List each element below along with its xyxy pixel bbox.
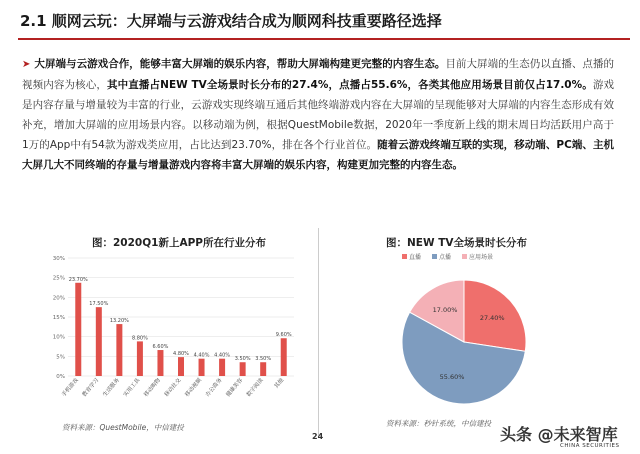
bar bbox=[281, 338, 287, 376]
y-tick-label: 20% bbox=[52, 295, 65, 302]
bar bbox=[96, 307, 102, 376]
legend-label: 应用场景 bbox=[469, 254, 494, 261]
bar bbox=[260, 362, 266, 376]
bar-value-label: 8.80% bbox=[131, 335, 148, 342]
pie-value-label: 27.40% bbox=[479, 313, 505, 322]
x-tick-label: 实用工具 bbox=[122, 377, 142, 399]
body-bold-1: 大屏端与云游戏合作，能够丰富大屏端的娱乐内容，帮助大屏端构建更完整的内容生态。 bbox=[34, 58, 446, 70]
x-tick-label: 生活服务 bbox=[102, 377, 121, 399]
body-bold-5: 随着云游戏终端互联的实现，移动端、PC端、主机大屏几大不同终端的存量与增量游戏内容将丰富大屏端的娱乐内容，构建更加完整的内容生态。 bbox=[22, 139, 614, 171]
bar bbox=[178, 357, 184, 376]
bar bbox=[219, 359, 225, 376]
figure2-source: 资料来源：秒针系统，中信建投 bbox=[386, 419, 491, 428]
body-text-4: 游戏是内容存量与增量较为丰富的行业，云游戏实现终端互通后其他终端游戏内容在大屏端的呈现能够对大屏端的内容生态形成有效补充，增加大屏端的应用场景内容。以移动端为例，根据QuestMobile数据，2020年一季度新上线的期末周日均活跃用户高于1万的App中有54款为游戏类应用，占比达到23.70%，排在各个行业首位。 bbox=[22, 79, 615, 151]
pie-value-label: 17.00% bbox=[432, 305, 458, 314]
body-bold-3: 其中直播占NEW TV全场景时长分布的27.4%，点播占55.6%，各类其他应用场景目前仅占17.0%。 bbox=[107, 79, 593, 91]
figure1-title: 图：2020Q1新上APP所在行业分布 bbox=[92, 237, 266, 249]
bar-value-label: 13.20% bbox=[109, 318, 129, 325]
bar bbox=[137, 341, 143, 376]
x-tick-label: 移动社交 bbox=[163, 377, 183, 399]
body-paragraph bbox=[22, 54, 614, 175]
x-tick-label: 移动视频 bbox=[184, 377, 204, 399]
x-tick-label: 移动购物 bbox=[143, 377, 162, 399]
x-tick-label: 手机游戏 bbox=[61, 377, 80, 399]
legend-swatch bbox=[462, 254, 467, 259]
bar-value-label: 3.50% bbox=[255, 356, 272, 363]
legend-label: 点播 bbox=[439, 254, 452, 261]
y-tick-label: 15% bbox=[52, 315, 65, 321]
bar-value-label: 3.50% bbox=[234, 356, 251, 363]
bullet-arrow-icon: ➤ bbox=[22, 59, 31, 70]
y-tick-label: 10% bbox=[52, 334, 65, 341]
bar-value-label: 4.80% bbox=[173, 351, 189, 358]
page-title: 2.1 顺网云玩：大屏端与云游戏结合成为顺网科技重要路径选择 bbox=[20, 12, 442, 30]
y-tick-label: 30% bbox=[52, 256, 65, 262]
legend-swatch bbox=[402, 254, 407, 259]
watermark-sub: CHINA SECURITIES bbox=[560, 443, 620, 449]
bar bbox=[240, 362, 246, 376]
bar-value-label: 4.40% bbox=[193, 352, 210, 359]
x-tick-label: 办公商务 bbox=[204, 377, 224, 399]
pie-chart bbox=[372, 246, 572, 416]
bar-value-label: 6.60% bbox=[152, 344, 169, 351]
figure2-title: 图：NEW TV全场景时长分布 bbox=[386, 237, 527, 249]
bar bbox=[157, 350, 163, 376]
page-number: 24 bbox=[312, 432, 324, 441]
x-tick-label: 其他 bbox=[273, 377, 286, 390]
title-underline bbox=[18, 38, 630, 40]
body-text-2: 目前大屏端的生态仍以直播、点播的视频内容为核心， bbox=[22, 58, 615, 91]
y-tick-label: 0% bbox=[56, 374, 65, 380]
pie-value-label: 55.60% bbox=[439, 373, 465, 382]
bar bbox=[116, 324, 122, 376]
x-tick-label: 健康美容 bbox=[225, 377, 245, 399]
bar-chart bbox=[42, 252, 302, 422]
bar-value-label: 17.50% bbox=[89, 301, 109, 308]
watermark: 头条 @未来智库 bbox=[500, 425, 618, 444]
x-tick-label: 数字阅读 bbox=[245, 377, 265, 399]
figure1-source: 资料来源：QuestMobile，中信建投 bbox=[62, 423, 184, 432]
bar bbox=[75, 283, 81, 376]
bar-value-label: 4.40% bbox=[214, 352, 231, 359]
legend-label: 直播 bbox=[409, 254, 422, 261]
bar-value-label: 9.60% bbox=[275, 332, 292, 339]
bar-value-label: 23.70% bbox=[68, 276, 88, 283]
bar bbox=[199, 359, 205, 376]
legend-swatch bbox=[432, 254, 437, 259]
y-tick-label: 25% bbox=[52, 275, 65, 282]
x-tick-label: 教育学习 bbox=[81, 377, 101, 399]
y-tick-label: 5% bbox=[56, 354, 65, 361]
title-bar bbox=[0, 0, 640, 44]
figure-divider bbox=[318, 228, 319, 438]
